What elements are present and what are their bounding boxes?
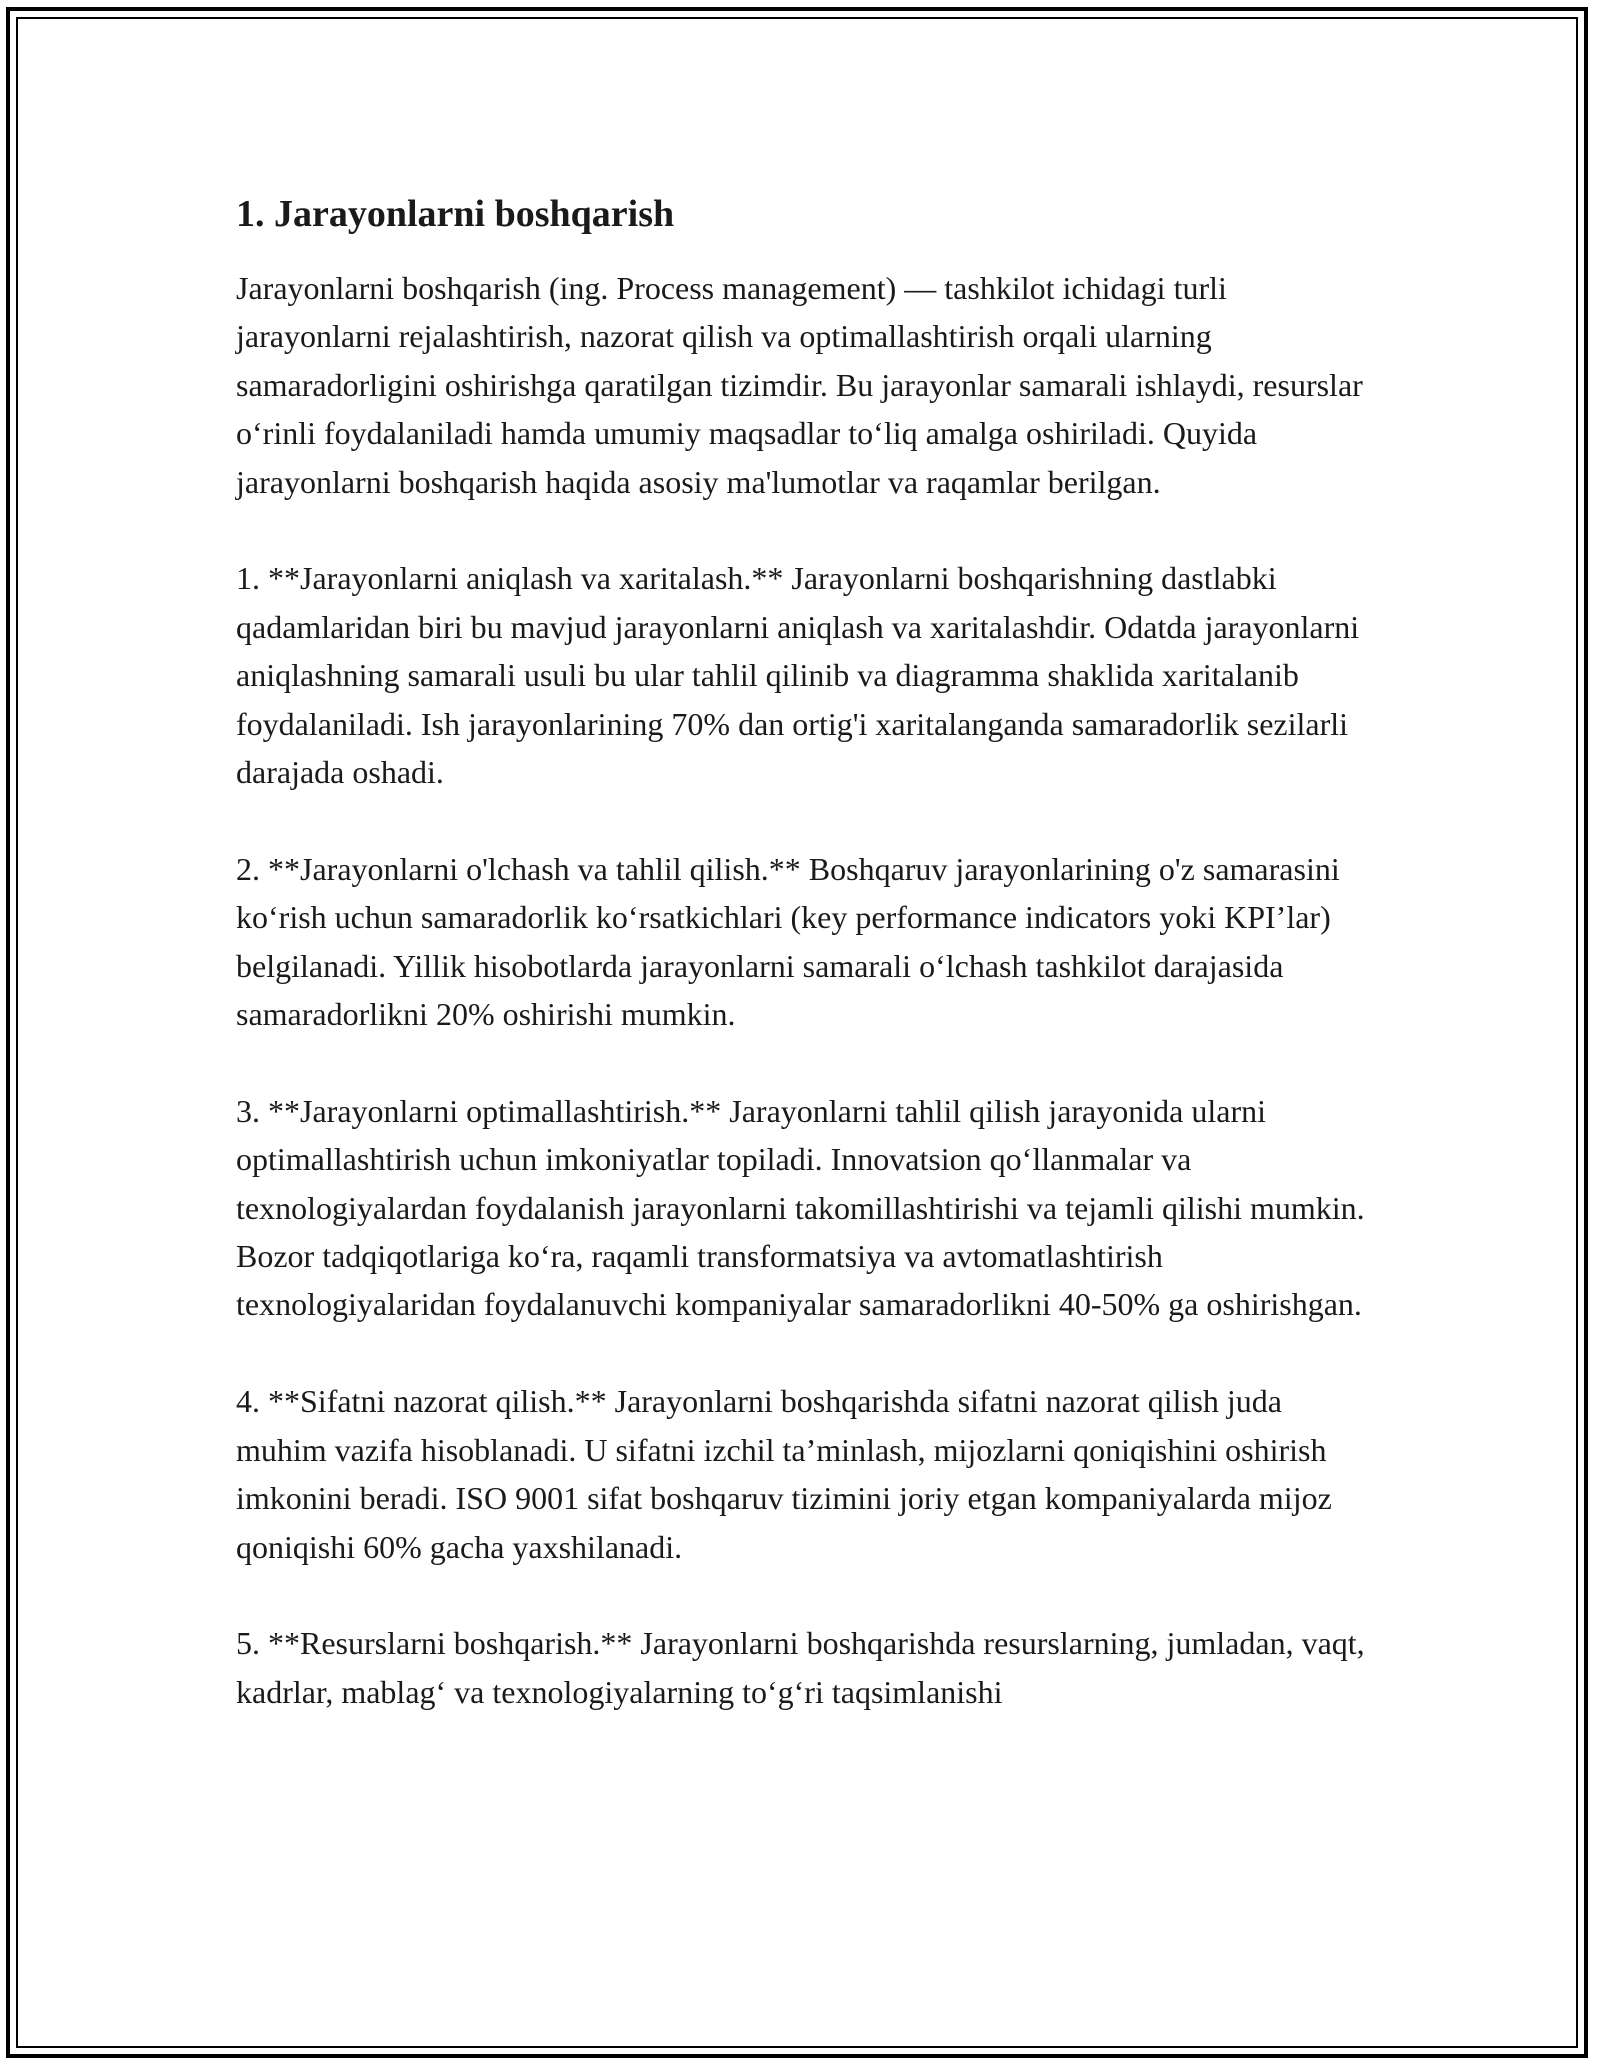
paragraph-item-5: 5. **Resurslarni boshqarish.** Jarayonlarni boshqarishda resurslarning, jumladan, vaqt, kadrlar, mablag‘ va texnologiyalarning to‘g‘ri taqsimlanishi <box>236 1625 1365 1710</box>
paragraph-item-4: 4. **Sifatni nazorat qilish.** Jarayonlarni boshqarishda sifatni nazorat qilish juda muhim vazifa hisoblanadi. U sifatni izchil ta’minlash, mijozlarni qoniqishini oshirish imkonini beradi. ISO 9001 sifat boshqaruv tizimini joriy etgan kompaniyalarda mijoz qoniqishi 60% gacha yaxshilanadi. <box>236 1383 1332 1565</box>
document-title: 1. Jarayonlarni boshqarish <box>236 193 675 235</box>
paragraph-intro: Jarayonlarni boshqarish (ing. Process management) — tashkilot ichidagi turli jarayonlarni rejalashtirish, nazorat qilish va optimallashtirish orqali ularning samaradorligini oshirishga qaratilgan tizimdir. Bu jarayonlar samarali ishlaydi, resurslar o‘rinli foydalaniladi hamda umumiy maqsadlar to‘liq amalga oshiriladi. Quyida jarayonlarni boshqarish haqida asosiy ma'lumotlar va raqamlar berilgan. <box>236 270 1363 500</box>
paragraph-item-3: 3. **Jarayonlarni optimallashtirish.** Jarayonlarni tahlil qilish jarayonida ularni optimallashtirish uchun imkoniyatlar topiladi. Innovatsion qo‘llanmalar va texnologiyalardan foydalanish jarayonlarni takomillashtirishi va tejamli qilishi mumkin. Bozor tadqiqotlariga ko‘ra, raqamli transformatsiya va avtomatlashtirish texnologiyalaridan foydalanuvchi kompaniyalar samaradorlikni 40-50% ga oshirishgan. <box>236 1092 1365 1323</box>
paragraph-item-2: 2. **Jarayonlarni o'lchash va tahlil qilish.** Boshqaruv jarayonlarining o'z samarasini ko‘rish uchun samaradorlik ko‘rsatkichlari (key performance indicators yoki KPI’lar) belgilanadi. Yillik hisobotlarda jarayonlarni samarali o‘lchash tashkilot darajasida samaradorlikni 20% oshirishi mumkin. <box>236 850 1340 1033</box>
paragraph-item-1: 1. **Jarayonlarni aniqlash va xaritalash.** Jarayonlarni boshqarishning dastlabki qadamlaridan biri bu mavjud jarayonlarni aniqlash va xaritalashdir. Odatda jarayonlarni aniqlashning samarali usuli bu ular tahlil qilinib va diagramma shaklida xaritalanib foydalaniladi. Ish jarayonlarining 70% dan ortig'i xaritalanganda samaradorlik sezilarli darajada oshadi. <box>236 560 1360 791</box>
document-body <box>236 186 1366 1716</box>
